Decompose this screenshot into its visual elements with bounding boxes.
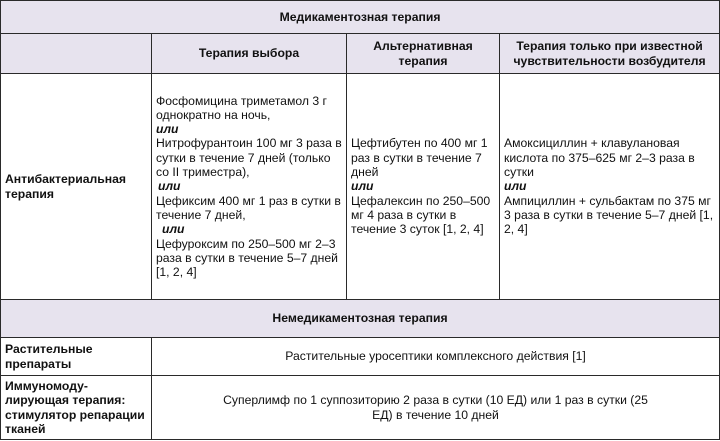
herbal-text: Растительные уросептики комплексного действия [1] (152, 338, 720, 376)
immuno-label: Иммуномоду-лирующая терапия: стимулятор репарации тканей (1, 376, 152, 440)
section-drug-row (1, 1, 720, 34)
choice-cell (152, 74, 347, 300)
sensitivity-cell (500, 74, 720, 300)
alternative-cell (347, 74, 500, 300)
or-label: или (504, 179, 527, 194)
choice-item-3: Цефиксим 400 мг 1 раз в сутки в течение 7 дней, (156, 193, 341, 222)
immuno-row (1, 376, 720, 440)
choice-item-2: Нитрофурантоин 100 мг 3 раза в сутки в течение 7 дней (только со II триместра), (156, 136, 342, 180)
alternative-item-2: Цефалексин по 250–500 мг 4 раза в сутки в течение 3 суток [1, 2, 4] (351, 193, 491, 237)
header-sensitivity: Терапия только при известной чувствительности возбудителя (500, 34, 720, 74)
or-label: или (351, 179, 374, 194)
section-drug-title: Медикаментозная терапия (1, 1, 720, 34)
header-alternative: Альтернативная терапия (347, 34, 500, 74)
sensitivity-item-1: Амоксициллин + клавулановая кислота по 375–625 мг 2–3 раза в сутки (504, 136, 695, 180)
antibacterial-row (1, 74, 720, 300)
herbal-row (1, 338, 720, 376)
or-label: или (162, 222, 185, 237)
section-nondrug-row (1, 300, 720, 338)
section-nondrug-title: Немедикаментозная терапия (1, 300, 720, 338)
or-label: или (156, 122, 179, 137)
sensitivity-item-2: Ампициллин + сульбактам по 375 мг 3 раза в сутки в течение 5–7 дней [1, 2, 4] (504, 193, 714, 237)
choice-item-4: Цефуроксим по 250–500 мг 2–3 раза в сутки в течение 5–7 дней [1, 2, 4] (156, 236, 338, 280)
immuno-text: Суперлимф по 1 суппозиторию 2 раза в сутки (10 ЕД) или 1 раз в сутки (25 ЕД) в течение 10 дней (152, 376, 720, 440)
antibacterial-label: Антибактериальная терапия (1, 74, 152, 300)
alternative-item-1: Цефтибутен по 400 мг 1 раз в сутки в течение 7 дней (351, 136, 488, 180)
herbal-label: Растительные препараты (1, 338, 152, 376)
header-empty-cell (1, 34, 152, 74)
column-header-row (1, 34, 720, 74)
header-choice: Терапия выбора (152, 34, 347, 74)
or-label: или (158, 179, 181, 194)
choice-item-1: Фосфомицина триметамол 3 г однократно на ночь, (156, 93, 327, 122)
